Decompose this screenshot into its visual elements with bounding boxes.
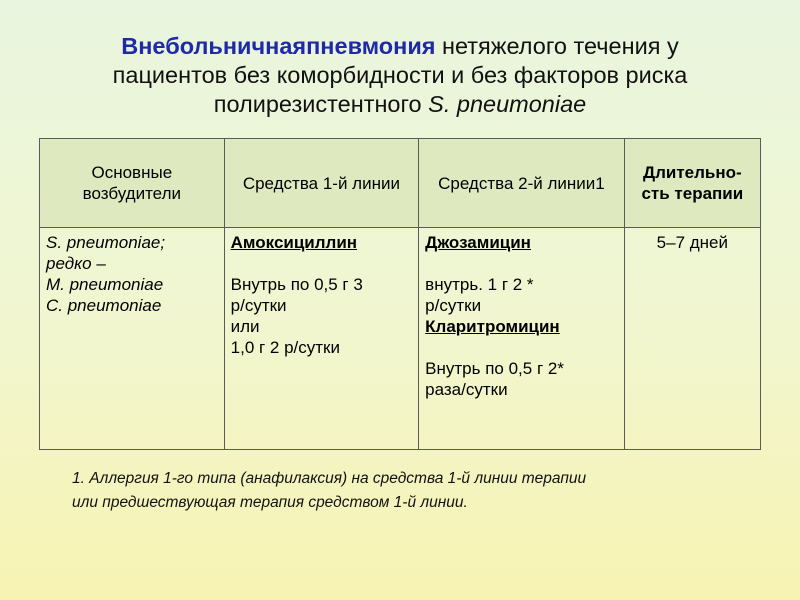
title-line-3-italic: S. pneumoniae [428,91,587,117]
pathogen-line: M. pneumoniae [46,275,164,294]
dose-line: р/сутки [230,296,287,315]
dose-line: р/сутки [425,296,482,315]
footnote [72,467,752,515]
footnote-line-1: 1. Аллергия 1-го типа (анафилаксия) на средства 1-й линии терапии [72,470,587,487]
drug-josamycin: Джозамицин [425,233,531,252]
dose-line: раза/сутки [425,380,508,399]
pathogen-line: C. pneumoniae [46,296,162,315]
drug-clarithromycin: Кларитромицин [425,317,560,336]
pathogen-line: S. pneumoniae; [46,233,166,252]
title-line-1 [40,32,760,61]
pathogen-line: редко – [46,254,106,273]
dose-line: Внутрь по 0,5 г 3 [230,275,363,294]
table-row [40,228,761,450]
cell-pathogens [40,228,225,450]
header-first-line: Средства 1-й линии [224,139,419,228]
dose-line: внутрь. 1 г 2 * [425,275,534,294]
title-line-2: пациентов без коморбидности и без факторов риска [112,62,688,88]
cell-first-line [224,228,419,450]
slide-title [40,32,760,119]
title-line-1-rest: нетяжелого течения у [435,33,679,59]
title-line-3 [40,90,760,119]
header-duration: Длительно-сть терапии [624,139,760,228]
table-header-row [40,139,761,228]
therapy-table [39,138,761,450]
cell-second-line [419,228,625,450]
title-line-3-plain: полирезистентного [213,91,429,117]
cell-duration: 5–7 дней [624,228,760,450]
dose-line: Внутрь по 0,5 г 2* [425,359,564,378]
footnote-line-2: или предшествующая терапия средством 1-й линии. [72,494,468,511]
dose-line: 1,0 г 2 р/сутки [230,338,340,357]
dose-line: или [230,317,260,336]
header-second-line: Средства 2-й линии1 [419,139,625,228]
header-pathogens: Основные возбудители [40,139,225,228]
drug-amoxicillin: Амоксициллин [230,233,358,252]
title-accent: Внебольничнаяпневмония [121,33,436,59]
